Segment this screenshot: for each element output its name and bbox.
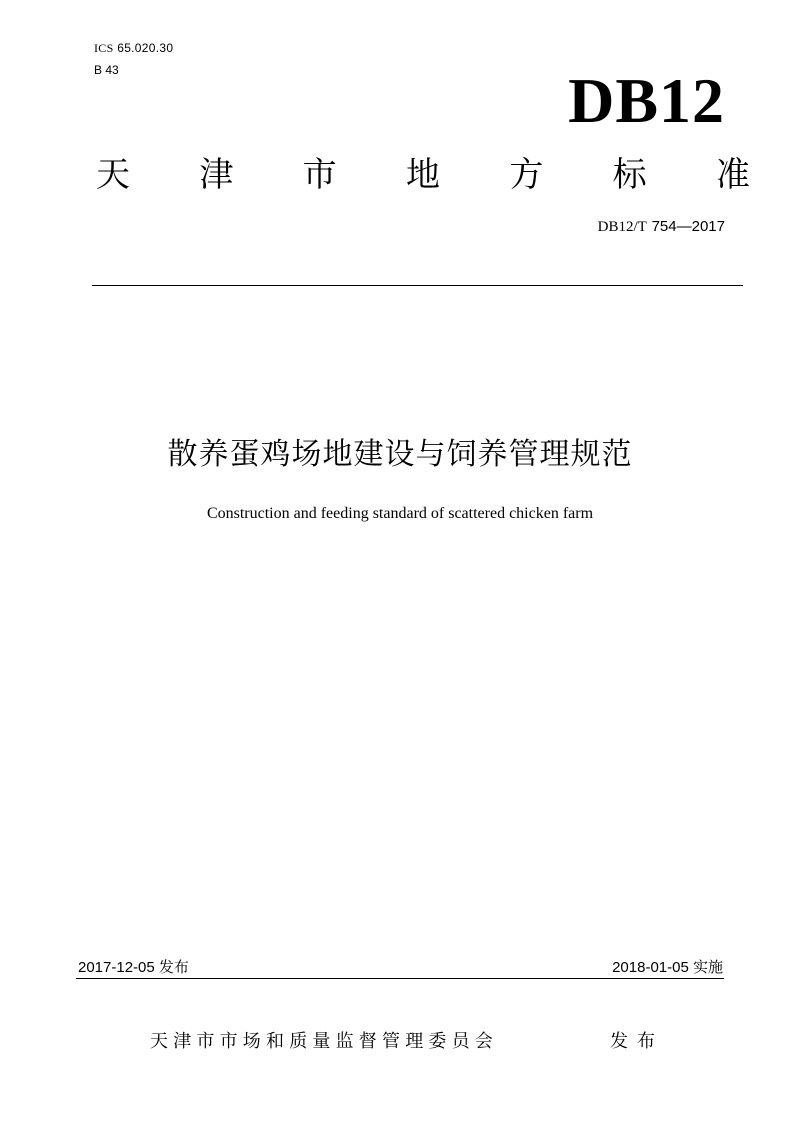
document-title-chinese: 散养蛋鸡场地建设与饲养管理规范	[167, 437, 633, 472]
standard-type-char: 津	[199, 155, 234, 195]
ics-label: ICS	[94, 41, 114, 55]
issue-date: 2017-12-05 发布	[78, 959, 189, 976]
standard-type-char: 方	[509, 155, 544, 195]
footer-divider	[76, 978, 724, 979]
standard-type-char: 地	[405, 155, 440, 195]
document-title-english: Construction and feeding standard of scattered chicken farm	[206, 505, 594, 522]
implementation-date: 2018-01-05 实施	[612, 959, 723, 976]
standard-type-char: 市	[302, 155, 337, 195]
publish-label: 发布	[610, 1031, 664, 1052]
publisher-name: 天津市市场和质量监督管理委员会	[150, 1031, 498, 1052]
standard-number-value: 754—2017	[651, 218, 725, 235]
standard-number	[560, 216, 725, 237]
standard-type-char: 标	[612, 155, 647, 195]
standard-logo: DB12	[568, 65, 725, 136]
standard-type-char: 准	[715, 155, 750, 195]
standard-type-heading	[96, 152, 750, 198]
standard-type-char: 天	[96, 155, 130, 195]
ics-number: 65.020.30	[117, 41, 174, 55]
standard-number-prefix: DB12/T	[597, 219, 647, 235]
ics-code	[94, 40, 173, 56]
ccs-code: B 43	[94, 63, 119, 77]
header-divider	[92, 285, 743, 286]
